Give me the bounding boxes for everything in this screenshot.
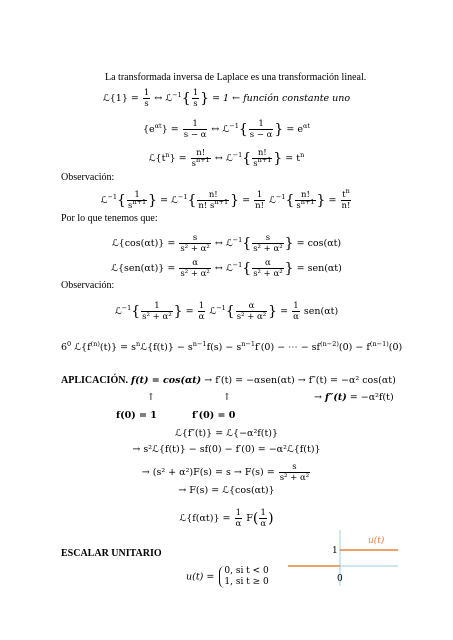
graph-tick-zero: 0: [337, 574, 343, 584]
equation-laplace-cos: ℒ{cos(αt)} = $\frac{s}{\text{s² + α²}}$ ↔ ℒ$^{-1}${ $\frac{s}{\text{s² + α²}}$ } = cos(αt): [111, 233, 342, 254]
scaling-property: ℒ{f(αt)} = $\frac{1}{\alpha}$ F( $\frac{1}{\alpha}$ ): [179, 508, 274, 529]
arrow-up-1: ↑: [147, 392, 155, 403]
unit-step-case-1: 0, si t < 0: [224, 566, 269, 576]
equation-derivative-transform: $6^0$ $ℒ\{f^{(n)}(t)\}$ = $s^nℒ\{f(t)\} - s^{n-1}f(s) - s^{n-1}f'(0)$ − ⋯ − $sf^{(n-2)}(0) - f^{(n-1)}(0)$: [61, 339, 403, 353]
equation-observation-1: ℒ$^{-1}${ $\frac{1}{s^{n+1}}$ } = ℒ$^{-1}${ $\frac{n!}{n! s^{n+1}}$ } = $\frac{1}{n!}$ ℒ$^{-1}${ $\frac{n!}{s^{n+1}}$ } = $\frac{t^n}{n!}$: [100, 187, 351, 211]
equation-observation-2: ℒ$^{-1}${ $\frac{1}{\text{s² + α²}}$ } = $\frac{1}{\alpha}$ ℒ$^{-1}${ $\frac{\alpha}{\text{s² + α²}}$ } = $\frac{1}{\alpha}$ sen(αt): [114, 301, 339, 322]
equation-laplace-exp: $\{e^{\alpha t}\}$ = $\frac{1}{s - \alpha}$ ↔ ℒ$^{-1}${ $\frac{1}{s - \alpha}$ } = $e^{\alpha t}$: [143, 119, 310, 140]
unit-step-graph: [288, 530, 398, 586]
equation-laplace-power: $ℒ\{t^n\}$ = $\frac{n!}{s^{n+1}}$ ↔ ℒ$^{-1}${ $\frac{n!}{s^{n+1}}$ } = $t^n$: [148, 148, 305, 169]
unit-step-definition: u(t) = 0, si t < 0 1, si t ≥ 0: [186, 566, 269, 587]
application-line: APLICACIÓN. f(t) = cos(αt) → f′(t) = −αsen(αt) → f″(t) = −α² cos(αt): [61, 375, 396, 386]
unit-step-case-2: 1, si t ≥ 0: [224, 577, 269, 587]
equation-laplace-sen: ℒ{sen(αt)} = $\frac{\alpha}{\text{s² + α²}}$ ↔ ℒ$^{-1}${ $\frac{\alpha}{\text{s² + α²}}$ } = sen(αt): [111, 258, 342, 279]
derivation-step-2: → s²ℒ{f(t)} − sf(0) − f′(0) = −α²ℒ{f(t)}: [132, 444, 321, 455]
initial-f0: f(0) = 1: [116, 410, 157, 421]
observation-label-1: Observación:: [61, 172, 115, 183]
intro-text: La transformada inversa de Laplace es una transformación lineal.: [105, 72, 367, 83]
escalar-unitario-heading: ESCALAR UNITARIO: [61, 548, 162, 559]
arrow-up-2: ↑: [223, 392, 231, 403]
observation-label-2: Observación:: [61, 280, 115, 291]
derivation-step-1: ℒ{f″(t)} = ℒ{−α²f(t)}: [174, 428, 279, 439]
graph-label: u(t): [368, 536, 385, 546]
derivation-step-3: → (s² + α²)F(s) = s → F(s) = $\frac{s}{\text{s² + α²}}$: [141, 462, 310, 483]
por-lo-que-label: Por lo que tenemos que:: [61, 213, 158, 224]
initial-fp0: f′(0) = 0: [192, 410, 236, 421]
second-derivative-relation: → f″(t) = −α²f(t): [314, 392, 394, 403]
graph-tick-one: 1: [332, 546, 338, 556]
derivation-step-4: → F(s) = ℒ{cos(αt)}: [178, 485, 275, 496]
equation-laplace-one: ℒ{1} = $\frac{1}{s}$ ↔ ℒ$^{-1}${ $\frac{1}{s}$ } = 1 ← función constante uno: [102, 88, 351, 109]
